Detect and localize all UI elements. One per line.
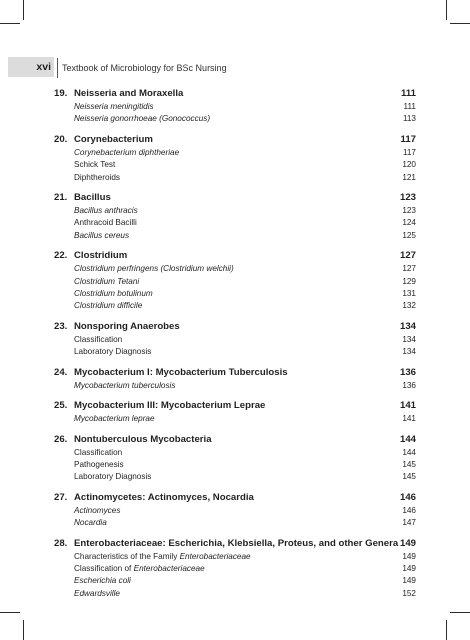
toc-entry[interactable] xyxy=(54,300,416,312)
chapter-title xyxy=(54,537,400,551)
entry-page: 132 xyxy=(402,301,416,311)
chapter-title-text: Nonsporing Anaerobes xyxy=(74,320,180,332)
entry-page: 141 xyxy=(402,414,416,424)
entry-title: Edwardsville xyxy=(74,588,120,598)
chapter-heading[interactable] xyxy=(54,249,416,263)
chapter-number: 22. xyxy=(54,250,68,262)
chapter-heading[interactable] xyxy=(54,191,416,205)
chapter-title-text: Neisseria and Moraxella xyxy=(74,88,184,99)
entry-page: 124 xyxy=(402,218,416,228)
entry-page: 147 xyxy=(402,518,416,528)
chapter-number: 24. xyxy=(54,366,68,378)
chapter-number: 28. xyxy=(54,537,68,549)
toc-entry[interactable] xyxy=(54,471,416,483)
chapter-title xyxy=(54,87,401,101)
chapter-title xyxy=(54,320,400,334)
italic-term: Enterobacteriaceae xyxy=(133,563,205,573)
entry-title: Classification xyxy=(74,334,123,344)
toc-entry[interactable] xyxy=(54,346,416,358)
chapter-page: 117 xyxy=(400,133,416,145)
crop-mark xyxy=(446,620,447,640)
chapter-heading[interactable] xyxy=(54,433,416,447)
entry-title: Nocardia xyxy=(74,518,107,528)
entry-title: Neisseria meningitidis xyxy=(74,102,154,111)
entry-title: Mycobacterium tuberculosis xyxy=(74,380,176,390)
toc-entry[interactable] xyxy=(54,263,416,275)
entry-title: Clostridium difficile xyxy=(74,301,143,311)
page-folio: xvi xyxy=(8,57,54,77)
chapter-heading[interactable] xyxy=(54,133,416,147)
chapter-title-text: Corynebacterium xyxy=(74,133,153,145)
entry-page: 149 xyxy=(402,563,416,573)
entry-page: 149 xyxy=(402,551,416,561)
chapter-page: 146 xyxy=(399,491,416,503)
entry-title: Diphtheroids xyxy=(74,172,120,182)
toc-entry[interactable] xyxy=(54,380,416,392)
toc-entry[interactable] xyxy=(54,288,416,300)
entry-page: 123 xyxy=(402,206,416,216)
toc-entry[interactable] xyxy=(54,413,416,425)
table-of-contents xyxy=(54,87,416,607)
entry-page: 149 xyxy=(402,576,416,586)
chapter-title-text: Nontuberculous Mycobacteria xyxy=(74,433,212,445)
entry-title: Classification of Enterobacteriaceae xyxy=(74,563,205,573)
chapter-page: 123 xyxy=(399,192,416,204)
crop-mark xyxy=(0,23,20,24)
entry-page: 144 xyxy=(402,447,416,457)
entry-page: 113 xyxy=(402,114,416,124)
chapter-page: 127 xyxy=(399,250,416,262)
chapter-21 xyxy=(54,191,416,242)
entry-page: 121 xyxy=(402,172,416,182)
toc-entry[interactable] xyxy=(54,563,416,575)
entry-page: 117 xyxy=(402,147,416,157)
toc-entry[interactable] xyxy=(54,551,416,563)
chapter-title xyxy=(54,491,400,505)
toc-entry[interactable] xyxy=(54,459,416,471)
header-divider xyxy=(57,58,58,78)
italic-term: Enterobacteriaceae xyxy=(179,551,251,561)
chapter-page: 149 xyxy=(399,537,416,549)
chapter-page: 134 xyxy=(399,320,416,332)
entry-title: Schick Test xyxy=(74,160,116,170)
chapter-26 xyxy=(54,433,416,484)
entry-title: Neisseria gonorrhoeae (Gonococcus) xyxy=(74,114,211,124)
entry-page: 146 xyxy=(402,505,416,515)
chapter-number: 27. xyxy=(54,491,68,503)
entry-page: 145 xyxy=(402,472,416,482)
chapter-heading[interactable] xyxy=(54,87,416,101)
crop-mark xyxy=(23,620,24,640)
chapter-title-text: Actinomycetes: Actinomyces, Nocardia xyxy=(74,491,254,503)
toc-entry[interactable] xyxy=(54,334,416,346)
chapter-25 xyxy=(54,399,416,425)
entry-page: 136 xyxy=(402,380,416,390)
entry-title: Actinomyces xyxy=(74,505,121,515)
toc-entry[interactable] xyxy=(54,101,416,113)
entry-title: Clostridium botulinum xyxy=(74,289,153,299)
chapter-27 xyxy=(54,491,416,530)
entry-title: Clostridium Tetani xyxy=(74,276,140,286)
chapter-24 xyxy=(54,366,416,392)
toc-entry[interactable] xyxy=(54,205,416,217)
toc-entry[interactable] xyxy=(54,230,416,242)
toc-entry[interactable] xyxy=(54,276,416,288)
entry-title: Laboratory Diagnosis xyxy=(74,472,152,482)
toc-entry[interactable] xyxy=(54,159,416,171)
entry-title: Laboratory Diagnosis xyxy=(74,347,152,357)
entry-title: Mycobacterium leprae xyxy=(74,414,155,424)
entry-title: Classification xyxy=(74,447,123,457)
crop-mark xyxy=(450,23,470,24)
chapter-title xyxy=(54,133,401,147)
toc-entry[interactable] xyxy=(54,113,416,125)
chapter-title xyxy=(54,433,400,447)
chapter-title-text: Enterobacteriaceae: Escherichia, Klebsiella, Proteus, and other Genera xyxy=(74,537,399,549)
toc-entry[interactable] xyxy=(54,588,416,600)
chapter-page: 111 xyxy=(401,88,416,99)
toc-entry[interactable] xyxy=(54,505,416,517)
chapter-title xyxy=(54,249,400,263)
chapter-page: 136 xyxy=(399,366,416,378)
chapter-title xyxy=(54,191,400,205)
chapter-heading[interactable] xyxy=(54,537,416,551)
chapter-20 xyxy=(54,133,416,184)
crop-mark xyxy=(446,0,447,20)
entry-title: Corynebacterium diphtheriae xyxy=(74,147,180,157)
chapter-28 xyxy=(54,537,416,601)
chapter-number: 26. xyxy=(54,433,68,445)
chapter-page: 141 xyxy=(399,400,416,412)
chapter-heading[interactable] xyxy=(54,366,416,380)
entry-page: 127 xyxy=(402,264,416,274)
chapter-title-text: Clostridium xyxy=(74,250,128,262)
crop-mark xyxy=(23,0,24,20)
toc-entry[interactable] xyxy=(54,172,416,184)
running-head: Textbook of Microbiology for BSc Nursing xyxy=(62,63,227,73)
chapter-title-text: Bacillus xyxy=(74,192,111,204)
chapter-title-text: Mycobacterium I: Mycobacterium Tuberculosis xyxy=(74,366,288,378)
chapter-19 xyxy=(54,87,416,126)
chapter-title xyxy=(54,399,400,413)
entry-page: 111 xyxy=(403,102,416,111)
chapter-number: 25. xyxy=(54,400,68,412)
entry-page: 134 xyxy=(402,334,416,344)
toc-entry[interactable] xyxy=(54,575,416,587)
chapter-22 xyxy=(54,249,416,313)
crop-mark xyxy=(0,612,20,613)
toc-entry[interactable] xyxy=(54,447,416,459)
entry-title: Anthracoid Bacilli xyxy=(74,218,137,228)
entry-page: 125 xyxy=(402,230,416,240)
chapter-title-text: Mycobacterium III: Mycobacterium Leprae xyxy=(74,400,266,412)
toc-entry[interactable] xyxy=(54,517,416,529)
toc-entry[interactable] xyxy=(54,147,416,159)
entry-page: 129 xyxy=(402,276,416,286)
entry-page: 134 xyxy=(402,347,416,357)
entry-title: Pathogenesis xyxy=(74,459,124,469)
chapter-23 xyxy=(54,320,416,359)
entry-title: Characteristics of the Family Enterobacteriaceae xyxy=(74,551,251,561)
crop-mark xyxy=(450,612,470,613)
chapter-heading[interactable] xyxy=(54,491,416,505)
chapter-heading[interactable] xyxy=(54,320,416,334)
entry-title: Clostridium perfringens (Clostridium welchii) xyxy=(74,264,234,274)
chapter-page: 144 xyxy=(399,433,416,445)
entry-title: Bacillus cereus xyxy=(74,230,130,240)
entry-page: 120 xyxy=(402,160,416,170)
chapter-number: 20. xyxy=(54,133,68,145)
chapter-title xyxy=(54,366,400,380)
toc-entry[interactable] xyxy=(54,217,416,229)
chapter-number: 23. xyxy=(54,320,68,332)
entry-page: 131 xyxy=(402,289,416,299)
chapter-number: 19. xyxy=(54,88,68,99)
entry-page: 145 xyxy=(402,459,416,469)
chapter-number: 21. xyxy=(54,192,68,204)
entry-title: Escherichia coli xyxy=(74,576,131,586)
chapter-heading[interactable] xyxy=(54,399,416,413)
entry-page: 152 xyxy=(402,588,416,598)
entry-title: Bacillus anthracis xyxy=(74,206,138,216)
